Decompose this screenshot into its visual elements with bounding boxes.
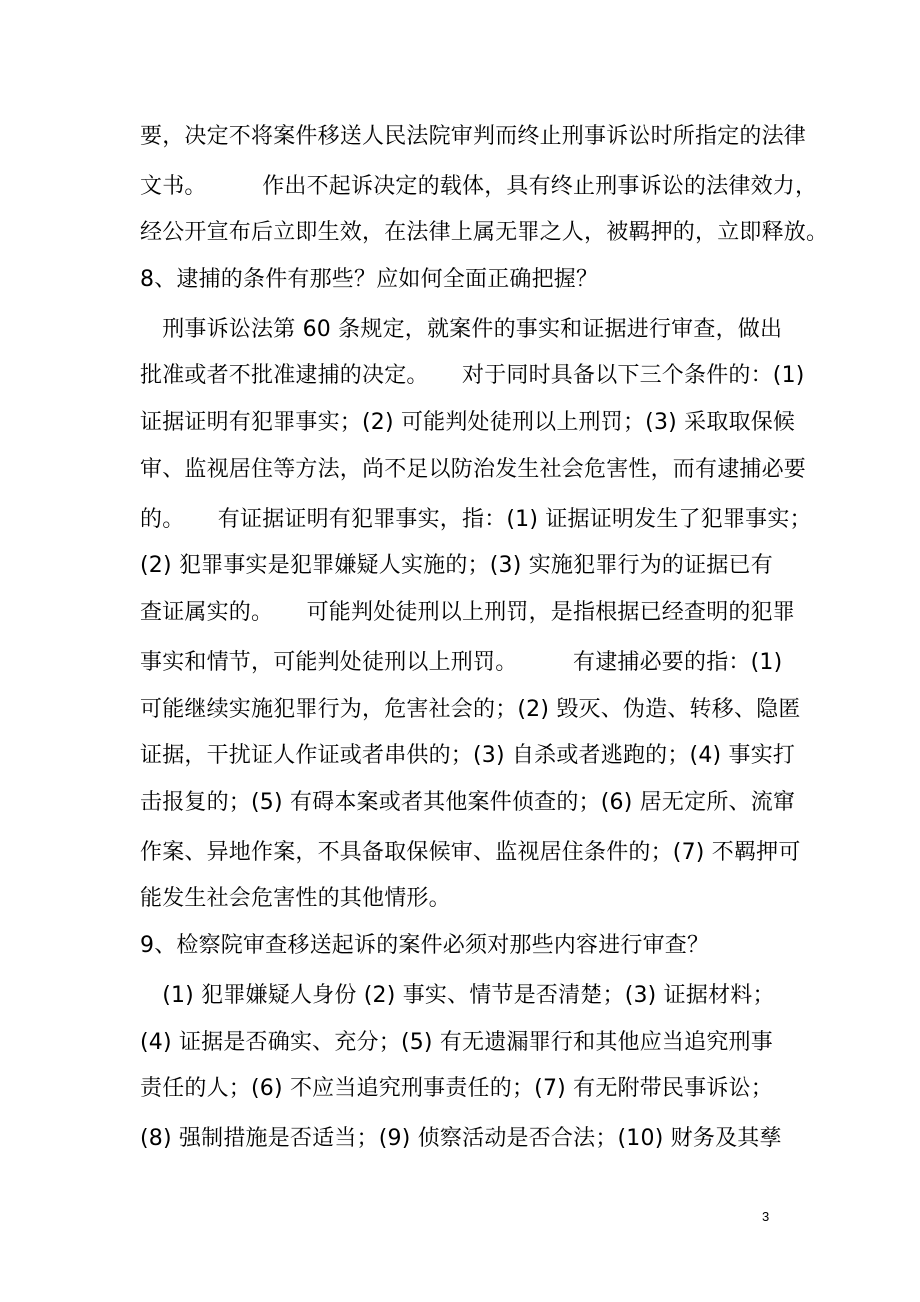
text-line: 责任的人；(6) 不应当追究刑事责任的；(7) 有无附带民事诉讼； [140, 1076, 773, 1101]
text-line: 文书。 作出不起诉决定的载体，具有终止刑事诉讼的法律效力， [140, 174, 818, 199]
text-line: 事实和情节，可能判处徒刑以上刑罚。 有逮捕必要的指：(1) [140, 650, 783, 675]
text-line: 证据，干扰证人作证或者串供的；(3) 自杀或者逃跑的；(4) 事实打 [140, 743, 796, 768]
text-line: 可能继续实施犯罪行为，危害社会的；(2) 毁灭、伪造、转移、隐匿 [140, 697, 801, 722]
text-line: 击报复的；(5) 有碍本案或者其他案件侦查的；(6) 居无定所、流窜 [140, 790, 796, 815]
text-line: 证据证明有犯罪事实；(2) 可能判处徒刑以上刑罚；(3) 采取取保候 [140, 410, 796, 435]
text-line: 能发生社会危害性的其他情形。 [140, 886, 451, 911]
section-heading: 9、检察院审查移送起诉的案件必须对那些内容进行审查？ [140, 933, 710, 958]
text-line: (4) 证据是否确实、充分；(5) 有无遗漏罪行和其他应当追究刑事 [140, 1030, 773, 1055]
text-line: (1) 犯罪嫌疑人身份 (2) 事实、情节是否清楚；(3) 证据材料； [140, 983, 775, 1008]
text-line: 作案、异地作案，不具备取保候审、监视居住条件的；(7) 不羁押可 [140, 840, 801, 865]
text-line: 经公开宣布后立即生效，在法律上属无罪之人，被羁押的，立即释放。 [140, 220, 829, 245]
text-line: 的。 有证据证明有犯罪事实，指：(1) 证据证明发生了犯罪事实； [140, 507, 812, 532]
text-line: (8) 强制措施是否适当；(9) 侦察活动是否合法；(10) 财务及其孳 [140, 1126, 782, 1151]
text-line: 查证属实的。 可能判处徒刑以上刑罚，是指根据已经查明的犯罪 [140, 600, 796, 625]
text-line: 要，决定不将案件移送人民法院审判而终止刑事诉讼时所指定的法律 [140, 124, 807, 149]
text-line: 批准或者不批准逮捕的决定。 对于同时具备以下三个条件的：(1) [140, 363, 805, 388]
page-number: 3 [762, 1209, 770, 1224]
section-heading: 8、逮捕的条件有那些？应如何全面正确把握？ [140, 267, 599, 292]
text-line: (2) 犯罪事实是犯罪嫌疑人实施的；(3) 实施犯罪行为的证据已有 [140, 553, 773, 578]
text-line: 审、监视居住等方法，尚不足以防治发生社会危害性，而有逮捕必要 [140, 457, 807, 482]
text-line: 刑事诉讼法第 60 条规定，就案件的事实和证据进行审查，做出 [140, 317, 783, 342]
